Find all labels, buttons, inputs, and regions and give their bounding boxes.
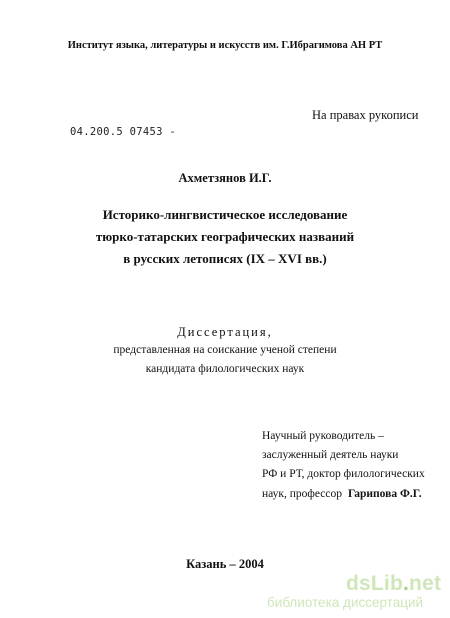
supervisor-line-4 — [262, 488, 422, 500]
supervisor-line-2: заслуженный деятель науки — [262, 449, 399, 461]
institute-header: Институт языка, литературы и искусств им. Г.Ибрагимова АН РТ — [67, 40, 383, 51]
title-line-2: тюрко-татарских географических названий — [95, 229, 355, 244]
watermark-subtitle: библиотека диссертаций — [267, 595, 424, 610]
city-year: Казань – 2004 — [186, 557, 264, 571]
watermark-logo-main: dsLib — [346, 572, 403, 595]
rights-note: На правах рукописи — [312, 108, 419, 122]
dissertation-line-2: кандидата филологических наук — [145, 363, 305, 375]
dissertation-line-1: представленная на соискание ученой степени — [113, 344, 337, 356]
author-name: Ахметзянов И.Г. — [178, 171, 272, 185]
supervisor-title: наук, профессор — [262, 488, 342, 500]
catalog-code: 04.200.5 07453 - — [70, 126, 176, 138]
supervisor-line-3: РФ и РТ, доктор филологических — [262, 468, 425, 480]
title-line-1: Историко-лингвистическое исследование — [102, 207, 348, 222]
dissertation-heading: Диссертация, — [177, 325, 273, 339]
watermark-logo-dot: . — [403, 572, 410, 595]
supervisor-name: Гарипова Ф.Г. — [347, 488, 422, 500]
dslib-watermark-logo — [346, 572, 441, 596]
supervisor-line-1: Научный руководитель – — [262, 430, 384, 442]
watermark-logo-tld: net — [409, 572, 442, 595]
title-line-3: в русских летописях (IX – XVI вв.) — [123, 251, 327, 266]
